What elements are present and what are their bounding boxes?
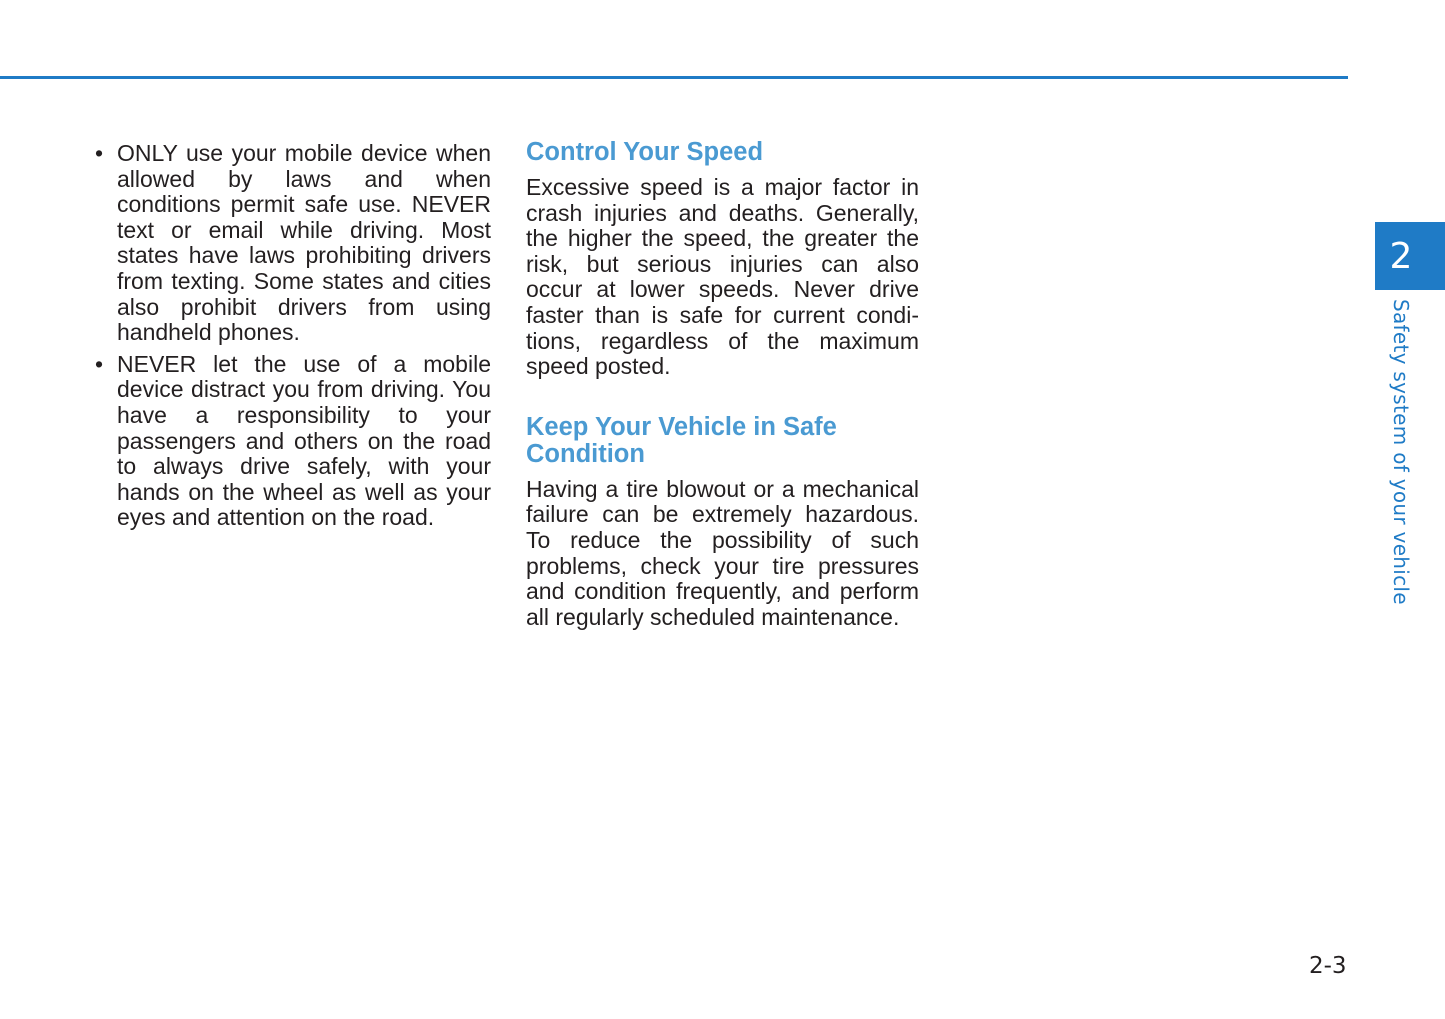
chapter-title: Safety system of your vehicle (1389, 299, 1413, 605)
left-column (95, 141, 491, 537)
section-body: Having a tire blowout or a mechanical failure can be extremely hazardous. To reduce the possibility of such problems, check your tire pressures and condition frequently, and perform all regularly scheduled maintenance. (526, 475, 919, 630)
chapter-tab (1375, 222, 1445, 290)
bullet-marker: • (95, 350, 104, 377)
header-rule (0, 76, 1348, 79)
right-column (526, 139, 919, 630)
bullet-item-mobile-use (95, 141, 491, 346)
section-safe-condition (526, 414, 919, 631)
chapter-number: 2 (1389, 235, 1413, 277)
section-control-speed (526, 139, 919, 380)
bullet-text: ONLY use your mobile device when allowed by laws and when conditions permit safe use. NEVER text or email while driving. Most states have laws prohibiting drivers from texting. Some states and cities also prohibit drivers from using handheld phones. (117, 140, 491, 346)
section-body: Excessive speed is a major factor in crash injuries and deaths. Generally, the higher the speed, the greater the risk, but serious injuries can also occur at lower speeds. Never drive faster than is safe for current conditions, regardless of the maximum speed posted. (526, 174, 919, 380)
bullet-item-distraction (95, 352, 491, 531)
page-number: 2-3 (1309, 953, 1347, 979)
bullet-text: NEVER let the use of a mobile device distract you from driving. You have a responsibility to your passengers and others on the road to always drive safely, with your hands on the wheel as well as your eyes and attention on the road. (117, 350, 491, 531)
section-heading: Keep Your Vehicle in Safe Condition (526, 412, 837, 468)
bullet-list (95, 141, 491, 531)
section-heading: Control Your Speed (526, 138, 764, 166)
bullet-marker: • (95, 140, 104, 166)
